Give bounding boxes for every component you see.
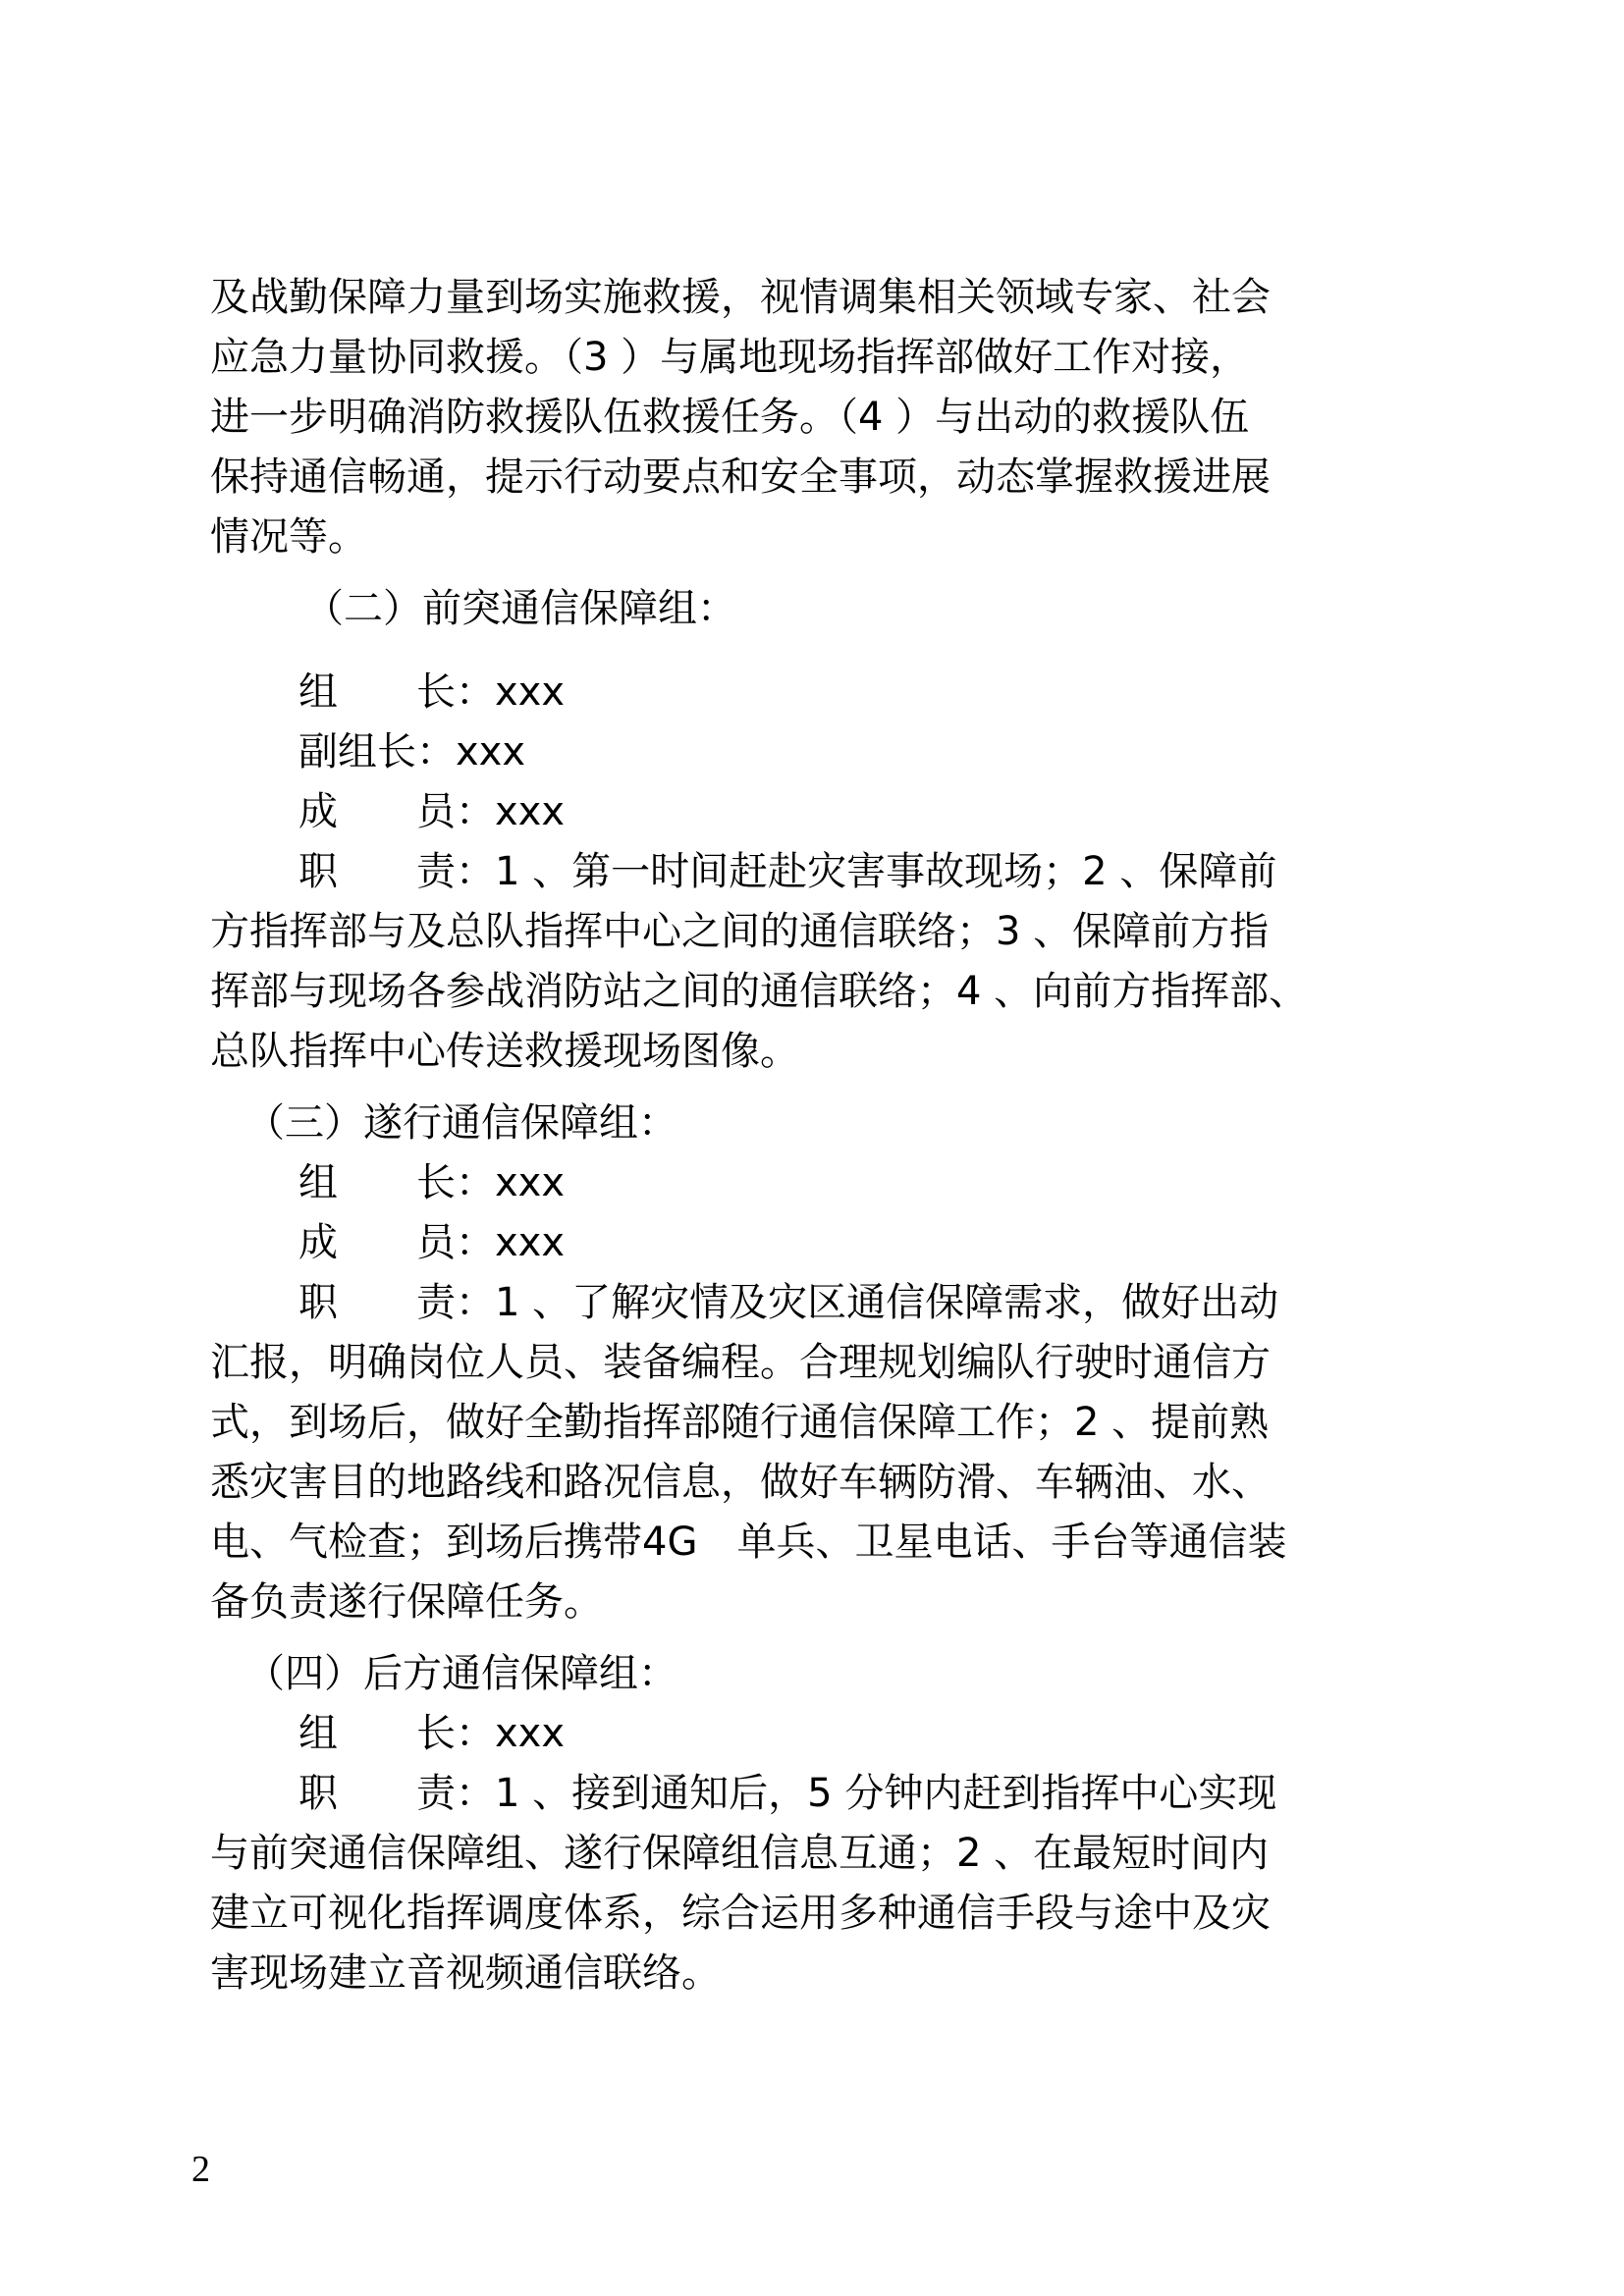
text-line: 汇报，明确岗位人员、装备编程。合理规划编队行驶时通信方 [210,1340,1271,1385]
text-line: 情况等。 [210,514,367,560]
text-line: 电、气检查；到场后携带4G 单兵、卫星电话、手台等通信装 [210,1520,1287,1565]
text-line: 总队指挥中心传送救援现场图像。 [210,1029,799,1074]
text-line: 式，到场后，做好全勤指挥部随行通信保障工作；2 、提前熟 [210,1400,1270,1445]
leader-line: 组 长：xxx [298,669,566,715]
text-line: 害现场建立音视频通信联络。 [210,1950,721,1996]
text-line: 挥部与现场各参战消防站之间的通信联络；4 、向前方指挥部、 [210,969,1309,1014]
text-line: 进一步明确消防救援队伍救援任务。（4 ）与出动的救援队伍 [210,395,1250,440]
text-line: 保持通信畅通，提示行动要点和安全事项，动态掌握救援进展 [210,454,1271,500]
text-line: 方指挥部与及总队指挥中心之间的通信联络；3 、保障前方指 [210,909,1270,954]
text-line: 职 责：1 、第一时间赶赴灾害事故现场；2 、保障前 [298,849,1277,894]
section-forward-comms-group [210,579,1418,1082]
section-heading: （三）遂行通信保障组： [245,1100,677,1146]
text-line: 备负责遂行保障任务。 [210,1579,603,1625]
text-line: 职 责：1 、了解灾情及灾区通信保障需求，做好出动 [298,1280,1279,1325]
text-line: 与前突通信保障组、遂行保障组信息互通；2 、在最短时间内 [210,1831,1270,1876]
text-line: 职 责：1 、接到通知后，5 分钟内赶到指挥中心实现 [298,1771,1277,1816]
members-line: 成 员：xxx [298,1220,566,1265]
text-line: 悉灾害目的地路线和路况信息，做好车辆防滑、车辆油、水、 [210,1460,1271,1505]
text-line: 应急力量协同救援。（3 ）与属地现场指挥部做好工作对接， [210,335,1250,380]
duty-paragraph [210,1764,1418,2003]
text-line: 建立可视化指挥调度体系，综合运用多种通信手段与途中及灾 [210,1891,1271,1936]
section-accompanying-comms-group [210,1094,1418,1632]
section-rear-comms-group [210,1644,1418,2003]
duty-paragraph [210,842,1418,1082]
leader-line: 组 长：xxx [298,1160,566,1205]
deputy-leader-line: 副组长：xxx [298,729,526,774]
section-heading: （四）后方通信保障组： [245,1651,677,1696]
document-body [210,268,1418,2003]
section-heading: （二）前突通信保障组： [304,586,736,631]
text-line: 及战勤保障力量到场实施救援，视情调集相关领域专家、社会 [210,275,1271,320]
members-line: 成 员：xxx [298,789,566,834]
continuation-paragraph [210,268,1418,567]
page-number: 2 [191,2149,210,2190]
duty-paragraph [210,1273,1418,1632]
leader-line: 组 长：xxx [298,1711,566,1756]
